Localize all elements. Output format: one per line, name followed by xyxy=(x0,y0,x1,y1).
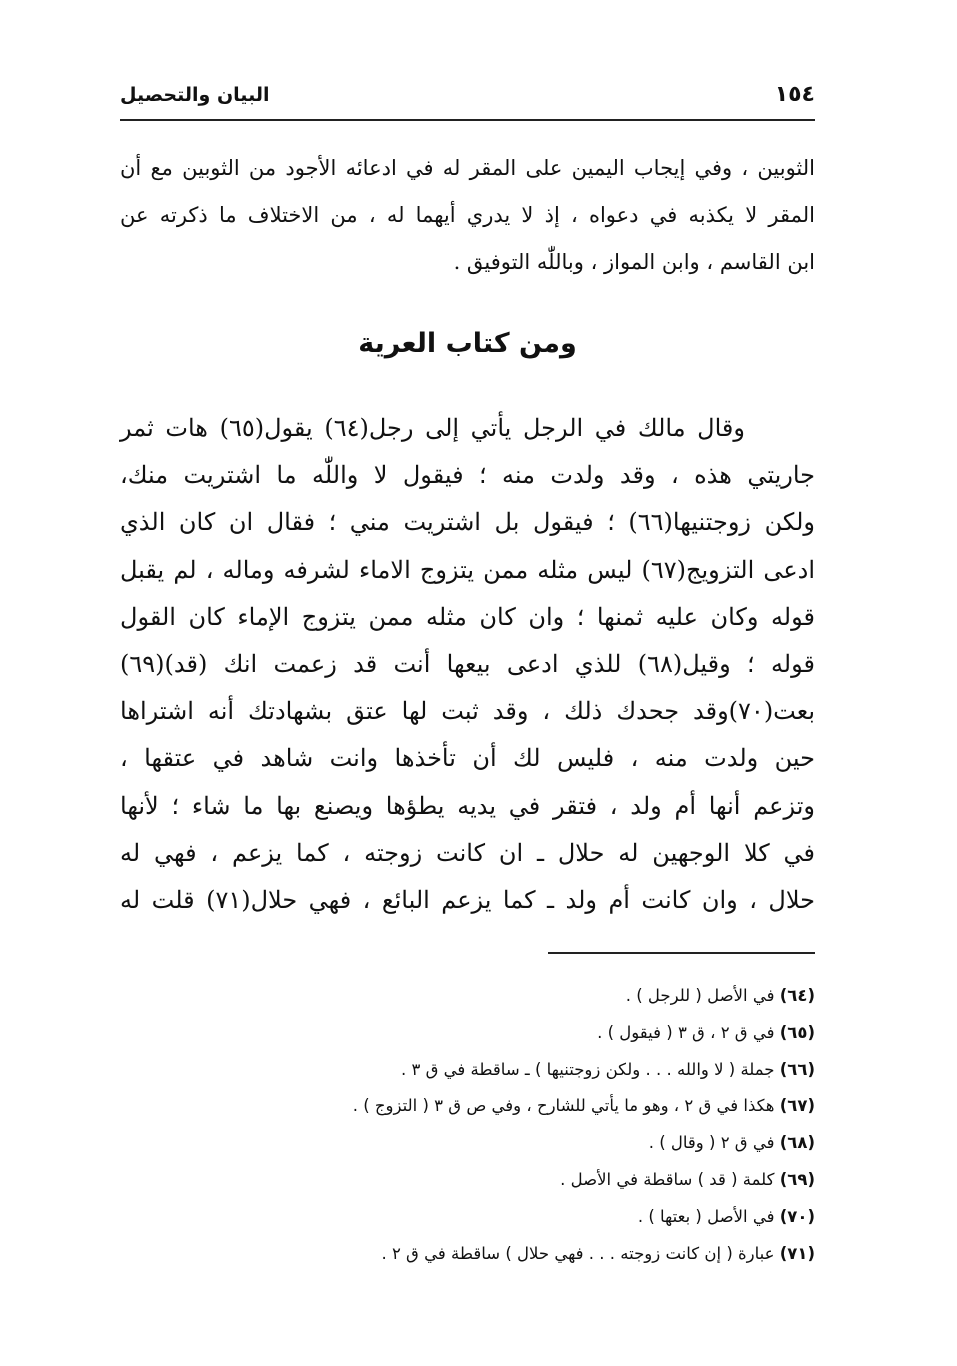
text-line: ابن القاسم ، وابن المواز ، وباللّٰه التوفيق . xyxy=(453,250,815,274)
text-line: حين ولدت منه ، فليس لك أن تأخذها وانت شاهد في عتقها ، xyxy=(120,744,815,773)
footnote-text: في الأصل ( للرجل ) . xyxy=(625,986,775,1005)
header-divider xyxy=(120,119,815,121)
text-line: وقال مالك في الرجل يأتي إلى رجل(٦٤) يقول(٦٥) هات ثمر xyxy=(120,414,745,442)
text-line: قوله ؛ وقيل(٦٨) للذي ادعى بيعها أنت قد زعمت انك (قد)(٦٩) xyxy=(120,649,815,678)
text-line: ولكن زوجتنيها(٦٦) ؛ فيقول بل اشتريت مني ؛ فقال ان كان الذي xyxy=(120,508,815,537)
footnote-number: (٦٥) xyxy=(779,1022,815,1042)
text-line: ادعى التزويج(٦٧) ليس مثله ممن يتزوج الاماء لشرفه وماله ، لم يقبل xyxy=(120,555,815,584)
text-line: قوله وكان عليه ثمنها ؛ وان كان مثله ممن يتزوج الإماء كان القول xyxy=(120,602,815,631)
footnote-number: (٦٩) xyxy=(779,1169,815,1189)
footnote-number: (٦٦) xyxy=(779,1059,815,1079)
footnote-number: (٦٤) xyxy=(779,986,815,1005)
footnote-text: عبارة ( إن كانت زوجته . . . فهي حلال ) ساقطة في ق ٢ . xyxy=(381,1243,775,1263)
footnotes xyxy=(120,978,815,1272)
text-line: وتزعم أنها أم ولد ، فتقر في يديه يطؤها ويصنع بها ما شاء ؛ لأنها xyxy=(120,791,815,820)
footnote xyxy=(120,1125,815,1162)
footnote-number: (٦٨) xyxy=(779,1133,815,1153)
text-line: حلال ، وان كانت أم ولد ـ كما يزعم البائع ، فهي حلال(٧١) قلت له xyxy=(120,885,815,914)
footnote xyxy=(120,1199,815,1236)
footnote xyxy=(120,1162,815,1199)
footnote-number: (٧١) xyxy=(779,1243,815,1263)
footnote-text: هكذا في ق ٢ ، وهو ما يأتي للشارح ، وفي ص ق ٣ ( التزوج ) . xyxy=(352,1096,775,1116)
footnote-number: (٦٧) xyxy=(779,1096,815,1116)
footnote-text: جملة ( لا والله . . . ولكن زوجتنيها ) ـ ساقطة في ق ٣ . xyxy=(400,1059,775,1079)
text-line: بعت(٧٠)وقد جحدك ذلك ، وقد ثبت لها عتق بشهادتك أنه اشتراها xyxy=(120,697,815,726)
running-title: البيان والتحصيل xyxy=(120,84,270,106)
footnote-text: في ق ٢ ( وقال ) . xyxy=(648,1133,775,1153)
footnote-text: في ق ٢ ، ق ٣ ( فيقول ) . xyxy=(597,1022,775,1042)
footnote-divider xyxy=(548,952,815,954)
footnote-text: كلمة ( قد ) ساقطة في الأصل . xyxy=(560,1169,775,1189)
footnote xyxy=(120,1088,815,1125)
footnote xyxy=(120,978,815,1015)
footnote xyxy=(120,1236,815,1273)
footnote-number: (٧٠) xyxy=(779,1206,815,1226)
text-line: في كلا الوجهين له حلال ـ ان كانت زوجته ، كما يزعم ، فهي له xyxy=(120,838,815,867)
section-heading: ومن كتاب العرية xyxy=(358,328,577,359)
intro-paragraph xyxy=(120,145,815,286)
page-number: ١٥٤ xyxy=(774,82,815,107)
page-header xyxy=(120,78,815,118)
footnote-text: في الأصل ( بعتها ) . xyxy=(637,1206,775,1226)
text-line: الثوبين ، وفي إيجاب اليمين على المقر له في ادعائه الأجود من الثوبين مع أن xyxy=(120,156,815,180)
footnote xyxy=(120,1015,815,1052)
text-line: جاريتي هذه ، وقد ولدت منه ؛ فيقول لا واللّٰه ما اشتريت منك، xyxy=(120,461,815,490)
footnote xyxy=(120,1052,815,1089)
text-line: المقر لا يكذبه في دعواه ، إذ لا يدري أيهما له ، من الاختلاف ما ذكرته عن xyxy=(120,203,815,227)
main-paragraph xyxy=(120,405,815,924)
